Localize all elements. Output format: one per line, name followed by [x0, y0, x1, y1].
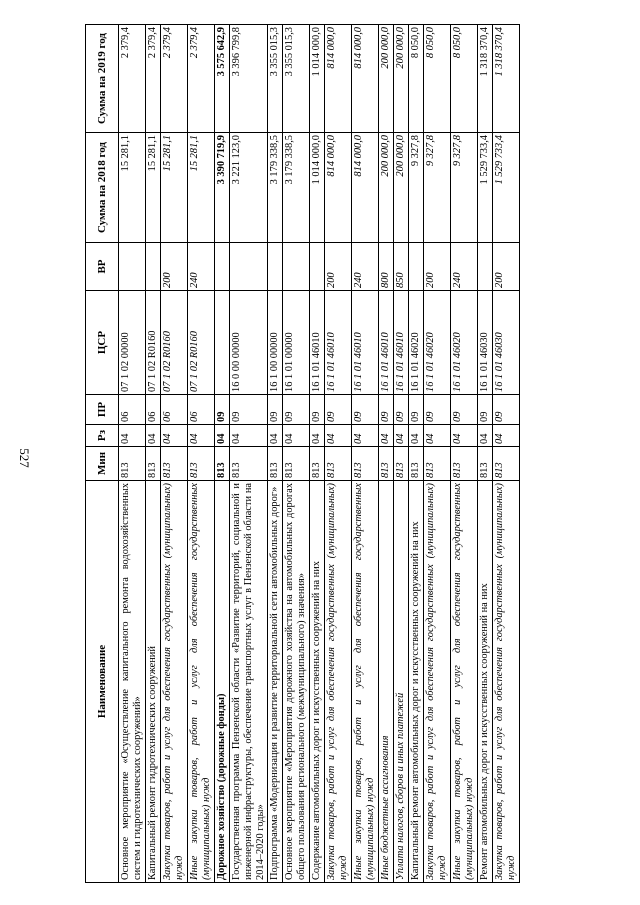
- cell-rz: 04: [409, 425, 424, 447]
- cell-sum-2018: 3 179 338,5: [268, 133, 283, 243]
- cell-csr: 16 1 01 46020: [409, 291, 424, 395]
- cell-vr: [283, 243, 310, 291]
- cell-sum-2019: 1 318 370,4: [492, 25, 519, 133]
- cell-csr: 07 1 02 R0160: [145, 291, 160, 395]
- table-row: [394, 25, 409, 883]
- cell-min: 813: [214, 447, 229, 481]
- page-number: 527: [17, 448, 32, 468]
- cell-vr: 850: [394, 243, 409, 291]
- cell-name: Подпрограмма «Модернизация и развитие территориальной сети автомобильных дорог»: [268, 481, 283, 883]
- cell-sum-2018: 3 221 123,0: [229, 133, 268, 243]
- cell-vr: [145, 243, 160, 291]
- table-row: [492, 25, 519, 883]
- cell-name: Закупка товаров, работ и услуг для обеспечения государственных (муниципальных) нужд: [160, 481, 187, 883]
- table-row: [352, 25, 379, 883]
- cell-vr: 240: [352, 243, 379, 291]
- cell-vr: 200: [325, 243, 352, 291]
- cell-min: 813: [160, 447, 187, 481]
- cell-csr: [214, 291, 229, 395]
- cell-sum-2019: 200 000,0: [394, 25, 409, 133]
- cell-csr: 16 1 01 46010: [310, 291, 325, 395]
- table-row: [310, 25, 325, 883]
- cell-csr: 16 1 01 46010: [379, 291, 394, 395]
- cell-sum-2019: 814 000,0: [325, 25, 352, 133]
- cell-pr: 09: [450, 395, 477, 425]
- table-row: [187, 25, 214, 883]
- header-sum-2019: Сумма на 2019 год: [86, 25, 119, 133]
- cell-name: Закупка товаров, работ и услуг для обеспечения государственных (муниципальных) нужд: [325, 481, 352, 883]
- cell-min: 813: [423, 447, 450, 481]
- cell-name: Основное мероприятие «Мероприятия дорожного хозяйства на автомобильных дорогах общего пользования регионального (межмуниципального) значения»: [283, 481, 310, 883]
- cell-sum-2018: 9 327,8: [450, 133, 477, 243]
- cell-sum-2018: 200 000,0: [394, 133, 409, 243]
- cell-rz: 04: [352, 425, 379, 447]
- cell-pr: 09: [492, 395, 519, 425]
- cell-csr: 16 1 01 46030: [492, 291, 519, 395]
- cell-vr: 240: [187, 243, 214, 291]
- cell-csr: 07 1 02 R0160: [160, 291, 187, 395]
- cell-sum-2018: 3 179 338,5: [283, 133, 310, 243]
- cell-vr: [229, 243, 268, 291]
- header-vr: ВР: [86, 243, 119, 291]
- cell-rz: 04: [423, 425, 450, 447]
- cell-sum-2018: 15 281,1: [145, 133, 160, 243]
- cell-sum-2019: 3 355 015,3: [268, 25, 283, 133]
- table-row: [379, 25, 394, 883]
- cell-name: Содержание автомобильных дорог и искусственных сооружений на них: [310, 481, 325, 883]
- cell-rz: 04: [379, 425, 394, 447]
- cell-vr: [477, 243, 492, 291]
- cell-sum-2018: 9 327,8: [409, 133, 424, 243]
- cell-min: 813: [229, 447, 268, 481]
- cell-rz: 04: [145, 425, 160, 447]
- cell-sum-2018: 1 529 733,4: [477, 133, 492, 243]
- cell-name: Государственная программа Пензенской области «Развитие территорий, социальной и инженерной инфраструктуры, обеспечение транспортных услуг в Пензенской области на 2014–2020 годы»: [229, 481, 268, 883]
- cell-sum-2019: 1 318 370,4: [477, 25, 492, 133]
- table-row: [409, 25, 424, 883]
- cell-sum-2018: 15 281,1: [119, 133, 146, 243]
- cell-sum-2018: 814 000,0: [352, 133, 379, 243]
- table-row: [214, 25, 229, 883]
- cell-pr: 09: [229, 395, 268, 425]
- cell-min: 813: [492, 447, 519, 481]
- cell-csr: 07 1 02 R0160: [187, 291, 214, 395]
- cell-rz: 04: [310, 425, 325, 447]
- header-rz: Рз: [86, 425, 119, 447]
- cell-min: 813: [310, 447, 325, 481]
- cell-name: Иные закупки товаров, работ и услуг для обеспечения государственных (муниципальных) нужд: [352, 481, 379, 883]
- cell-name: Иные бюджетные ассигнования: [379, 481, 394, 883]
- cell-rz: 04: [229, 425, 268, 447]
- cell-pr: 09: [379, 395, 394, 425]
- cell-sum-2018: 15 281,1: [187, 133, 214, 243]
- cell-rz: 04: [214, 425, 229, 447]
- cell-rz: 04: [394, 425, 409, 447]
- cell-pr: 09: [310, 395, 325, 425]
- cell-sum-2019: 2 379,4: [160, 25, 187, 133]
- cell-pr: 09: [423, 395, 450, 425]
- cell-min: 813: [352, 447, 379, 481]
- table-row: [160, 25, 187, 883]
- header-csr: ЦСР: [86, 291, 119, 395]
- cell-csr: 16 1 01 46010: [394, 291, 409, 395]
- cell-csr: 16 1 00 00000: [268, 291, 283, 395]
- cell-name: Уплата налогов, сборов и иных платежей: [394, 481, 409, 883]
- cell-rz: 04: [325, 425, 352, 447]
- table-row: [325, 25, 352, 883]
- table-row: [229, 25, 268, 883]
- cell-pr: 09: [268, 395, 283, 425]
- cell-csr: 16 1 01 46010: [325, 291, 352, 395]
- cell-name: Дорожное хозяйство (дорожные фонды): [214, 481, 229, 883]
- cell-csr: 16 1 01 00000: [283, 291, 310, 395]
- table-row: [268, 25, 283, 883]
- header-name: Наименование: [86, 481, 119, 883]
- cell-sum-2018: 15 281,1: [160, 133, 187, 243]
- cell-csr: 16 1 01 46020: [450, 291, 477, 395]
- cell-rz: 04: [187, 425, 214, 447]
- cell-min: 813: [409, 447, 424, 481]
- header-sum-2018: Сумма на 2018 год: [86, 133, 119, 243]
- cell-sum-2019: 3 396 799,8: [229, 25, 268, 133]
- cell-csr: 16 1 01 46020: [423, 291, 450, 395]
- cell-rz: 04: [119, 425, 146, 447]
- table-row: [283, 25, 310, 883]
- cell-rz: 04: [283, 425, 310, 447]
- cell-vr: 240: [450, 243, 477, 291]
- cell-sum-2019: 2 379,4: [145, 25, 160, 133]
- cell-csr: 16 1 01 46010: [352, 291, 379, 395]
- cell-pr: 06: [160, 395, 187, 425]
- cell-sum-2018: 1 529 733,4: [492, 133, 519, 243]
- cell-sum-2019: 2 379,4: [119, 25, 146, 133]
- cell-pr: 06: [119, 395, 146, 425]
- cell-min: 813: [268, 447, 283, 481]
- header-pr: ПР: [86, 395, 119, 425]
- cell-rz: 04: [450, 425, 477, 447]
- cell-name: Основное мероприятие «Осуществление капитального ремонта водохозяйственных систем и гидротехнических сооружений»: [119, 481, 146, 883]
- cell-sum-2018: 9 327,8: [423, 133, 450, 243]
- cell-rz: 04: [492, 425, 519, 447]
- cell-min: 813: [394, 447, 409, 481]
- cell-pr: 06: [145, 395, 160, 425]
- cell-vr: 200: [160, 243, 187, 291]
- table-header-row: [86, 25, 119, 883]
- cell-sum-2019: 8 050,0: [423, 25, 450, 133]
- cell-name: Иные закупки товаров, работ и услуг для обеспечения государственных (муниципальных) нужд: [187, 481, 214, 883]
- cell-vr: 200: [492, 243, 519, 291]
- cell-sum-2018: 814 000,0: [325, 133, 352, 243]
- cell-sum-2019: 2 379,4: [187, 25, 214, 133]
- cell-csr: 16 0 00 00000: [229, 291, 268, 395]
- cell-pr: 09: [352, 395, 379, 425]
- cell-sum-2019: 8 050,0: [409, 25, 424, 133]
- cell-name: Иные закупки товаров, работ и услуг для обеспечения государственных (муниципальных) нужд: [450, 481, 477, 883]
- cell-sum-2019: 3 355 015,3: [283, 25, 310, 133]
- cell-pr: 09: [325, 395, 352, 425]
- header-min: Мин: [86, 447, 119, 481]
- cell-pr: 09: [409, 395, 424, 425]
- rotated-page-content: [85, 25, 634, 883]
- cell-vr: 800: [379, 243, 394, 291]
- cell-rz: 04: [160, 425, 187, 447]
- cell-min: 813: [187, 447, 214, 481]
- cell-name: Закупка товаров, работ и услуг для обеспечения государственных (муниципальных) нужд: [492, 481, 519, 883]
- cell-min: 813: [283, 447, 310, 481]
- cell-sum-2019: 8 050,0: [450, 25, 477, 133]
- cell-name: Капитальный ремонт автомобильных дорог и искусственных сооружений на них: [409, 481, 424, 883]
- table-row: [145, 25, 160, 883]
- cell-pr: 09: [477, 395, 492, 425]
- cell-vr: [119, 243, 146, 291]
- table-row: [450, 25, 477, 883]
- cell-min: 813: [119, 447, 146, 481]
- cell-sum-2018: 1 014 000,0: [310, 133, 325, 243]
- cell-vr: [310, 243, 325, 291]
- cell-min: 813: [450, 447, 477, 481]
- cell-min: 813: [477, 447, 492, 481]
- cell-name: Капитальный ремонт гидротехнических сооружений: [145, 481, 160, 883]
- cell-sum-2019: 1 014 000,0: [310, 25, 325, 133]
- cell-pr: 09: [394, 395, 409, 425]
- cell-rz: 04: [477, 425, 492, 447]
- cell-sum-2019: 814 000,0: [352, 25, 379, 133]
- cell-sum-2019: 200 000,0: [379, 25, 394, 133]
- cell-rz: 04: [268, 425, 283, 447]
- cell-pr: 09: [214, 395, 229, 425]
- cell-min: 813: [379, 447, 394, 481]
- cell-csr: 07 1 02 00000: [119, 291, 146, 395]
- cell-min: 813: [145, 447, 160, 481]
- cell-name: Ремонт автомобильных дорог и искусственных сооружений на них: [477, 481, 492, 883]
- cell-vr: [214, 243, 229, 291]
- cell-vr: [268, 243, 283, 291]
- cell-vr: [409, 243, 424, 291]
- cell-min: 813: [325, 447, 352, 481]
- cell-vr: 200: [423, 243, 450, 291]
- cell-csr: 16 1 01 46030: [477, 291, 492, 395]
- cell-sum-2018: 3 390 719,9: [214, 133, 229, 243]
- table-body: [119, 25, 520, 883]
- table-row: [119, 25, 146, 883]
- cell-name: Закупка товаров, работ и услуг для обеспечения государственных (муниципальных) нужд: [423, 481, 450, 883]
- table-row: [477, 25, 492, 883]
- cell-pr: 06: [187, 395, 214, 425]
- cell-sum-2019: 3 575 642,9: [214, 25, 229, 133]
- table-row: [423, 25, 450, 883]
- cell-sum-2018: 200 000,0: [379, 133, 394, 243]
- cell-pr: 09: [283, 395, 310, 425]
- budget-table: [85, 24, 520, 883]
